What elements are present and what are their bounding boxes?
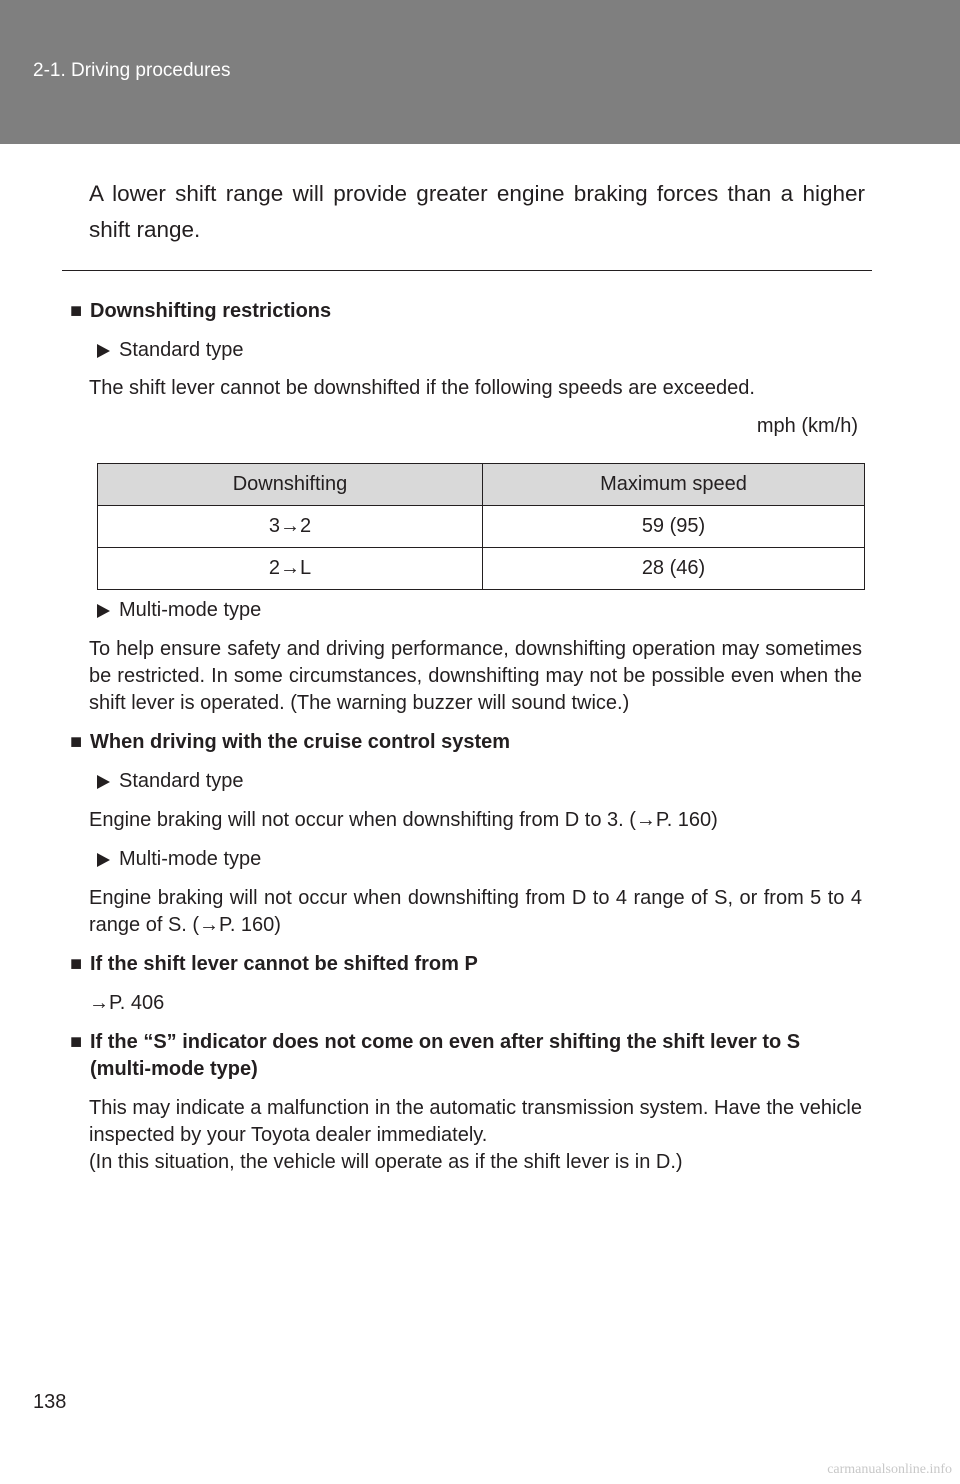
downshift-multi-text: To help ensure safety and driving performance, downshifting operation may sometimes be restricted. In some circumstances, downshifting may not be possible even when the shift lever is operated. (The warning buzzer will sound twice.) xyxy=(89,638,862,714)
square-bullet-icon: ■ xyxy=(70,953,83,975)
watermark: carmanualsonline.info xyxy=(827,1462,952,1477)
page-header xyxy=(0,0,960,144)
divider-rule xyxy=(62,270,872,271)
heading-cruise-control: ■ When driving with the cruise control system xyxy=(70,729,862,756)
cruise-standard-text: Engine braking will not occur when downshifting from D to 3. (→P. 160) xyxy=(89,809,718,831)
downshift-standard-text: The shift lever cannot be downshifted if the following speeds are exceeded. xyxy=(89,377,755,399)
table-row xyxy=(98,506,865,548)
page-reference: →P. 406 xyxy=(89,992,165,1014)
square-bullet-icon: ■ xyxy=(70,731,83,753)
section-title: 2-1. Driving procedures xyxy=(33,60,231,81)
triangle-bullet-icon xyxy=(97,604,110,618)
table-header-row xyxy=(98,464,865,506)
unit-label: mph (km/h) xyxy=(756,415,858,437)
page-number: 138 xyxy=(33,1391,67,1413)
table-cell: 3→2 xyxy=(98,506,483,548)
square-bullet-icon: ■ xyxy=(70,1031,83,1053)
notes-content xyxy=(70,298,862,1176)
heading-s-indicator: ■ If the “S” indicator does not come on even after shifting the shift lever to S (multi-mode type) xyxy=(70,1029,862,1083)
s-indicator-note: (In this situation, the vehicle will operate as if the shift lever is in D.) xyxy=(89,1151,683,1173)
subsection-multi-mode-type: Multi-mode type xyxy=(89,597,862,624)
table-cell: 28 (46) xyxy=(483,548,865,590)
column-header: Maximum speed xyxy=(483,464,865,506)
intro-paragraph: A lower shift range will provide greater engine braking forces than a higher shift range. xyxy=(89,181,865,242)
column-header: Downshifting xyxy=(98,464,483,506)
triangle-bullet-icon xyxy=(97,853,110,867)
subsection-standard-type: Standard type xyxy=(89,337,862,364)
table-row xyxy=(98,548,865,590)
square-bullet-icon: ■ xyxy=(70,300,83,322)
subsection-standard-type: Standard type xyxy=(89,768,862,795)
table-cell: 59 (95) xyxy=(483,506,865,548)
triangle-bullet-icon xyxy=(97,344,110,358)
s-indicator-text: This may indicate a malfunction in the automatic transmission system. Have the vehicle inspected by your Toyota dealer immediately. xyxy=(89,1097,862,1146)
table-cell: 2→L xyxy=(98,548,483,590)
subsection-multi-mode-type: Multi-mode type xyxy=(89,846,862,873)
heading-cannot-shift-from-p: ■ If the shift lever cannot be shifted from P xyxy=(70,951,862,978)
downshift-speed-table xyxy=(97,463,865,590)
triangle-bullet-icon xyxy=(97,775,110,789)
heading-downshifting-restrictions: ■ Downshifting restrictions xyxy=(70,298,862,325)
cruise-multi-text: Engine braking will not occur when downshifting from D to 4 range of S, or from 5 to 4 range of S. (→P. 160) xyxy=(89,887,862,936)
